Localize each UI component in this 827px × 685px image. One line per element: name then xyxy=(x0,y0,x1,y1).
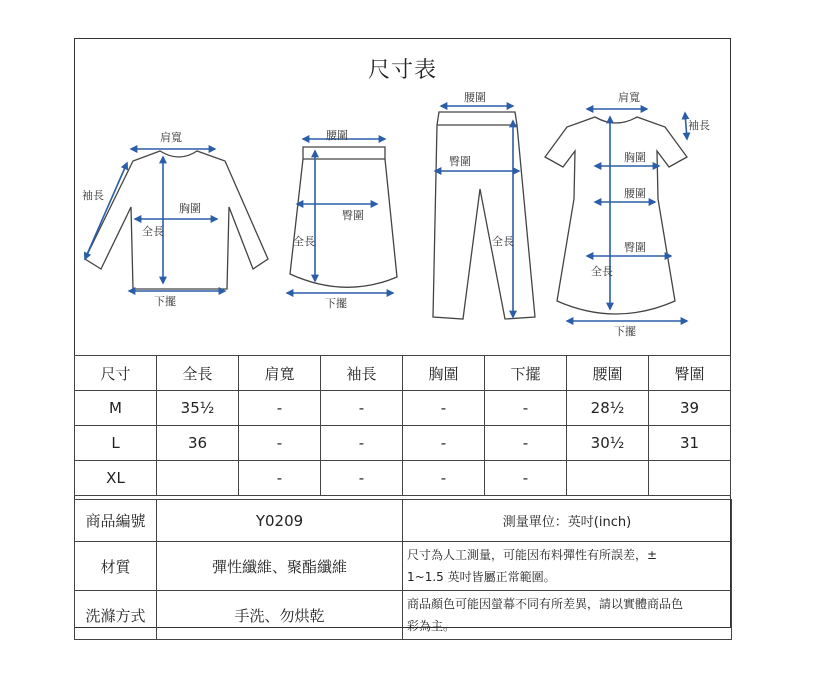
cell: 35½ xyxy=(157,391,239,426)
material-label: 材質 xyxy=(75,542,157,591)
label-hem-top: 下擺 xyxy=(154,295,176,308)
label-length-trousers: 全長 xyxy=(492,235,514,248)
cell: 30½ xyxy=(567,426,649,461)
cell: - xyxy=(321,391,403,426)
label-shoulder-dress: 肩寬 xyxy=(618,91,640,104)
dress-outline xyxy=(545,117,687,314)
cell xyxy=(567,461,649,496)
care-label: 洗滌方式 xyxy=(75,591,157,640)
cell xyxy=(157,461,239,496)
care-value: 手洗、勿烘乾 xyxy=(157,591,403,640)
header-length: 全長 xyxy=(157,356,239,391)
measure-note-line-2: 1~1.5 英吋皆屬正常範圍。 xyxy=(407,570,556,584)
cell: - xyxy=(239,391,321,426)
table-row xyxy=(75,461,731,496)
label-waist-dress: 腰圍 xyxy=(624,187,646,200)
cell: L xyxy=(75,426,157,461)
cell: - xyxy=(321,426,403,461)
cell: - xyxy=(485,461,567,496)
info-table xyxy=(74,499,732,640)
label-hip-trousers: 臀圍 xyxy=(449,155,471,168)
unit-note: 測量單位：英吋(inch) xyxy=(403,500,732,542)
product-code-value: Y0209 xyxy=(157,500,403,542)
cell xyxy=(649,461,731,496)
label-hip-dress: 臀圍 xyxy=(624,241,646,254)
page-title: 尺寸表 xyxy=(367,58,437,83)
label-length-skirt: 全長 xyxy=(293,235,315,248)
cell: 39 xyxy=(649,391,731,426)
cell: - xyxy=(321,461,403,496)
label-length-top: 全長 xyxy=(142,225,164,238)
size-chart-sheet xyxy=(74,38,731,633)
size-table-header xyxy=(75,356,731,391)
table-row xyxy=(75,542,732,591)
cell: XL xyxy=(75,461,157,496)
cell: - xyxy=(403,426,485,461)
header-size: 尺寸 xyxy=(75,356,157,391)
material-value: 彈性纖維、聚酯纖維 xyxy=(157,542,403,591)
header-hem: 下擺 xyxy=(485,356,567,391)
label-sleeve-dress: 袖長 xyxy=(688,119,710,132)
label-chest-top: 胸圍 xyxy=(179,202,201,215)
label-hem-skirt: 下擺 xyxy=(325,297,347,310)
color-note xyxy=(403,591,732,640)
label-chest-dress: 胸圍 xyxy=(624,151,646,164)
color-note-line-1: 商品顏色可能因螢幕不同有所差異，請以實體商品色 xyxy=(407,597,684,611)
cell: - xyxy=(485,391,567,426)
label-waist-trousers: 腰圍 xyxy=(464,91,486,104)
label-waist-skirt: 腰圍 xyxy=(326,129,348,142)
size-table xyxy=(74,355,731,496)
cell: - xyxy=(239,461,321,496)
trousers-outline xyxy=(433,112,535,319)
cell: 28½ xyxy=(567,391,649,426)
table-row xyxy=(75,391,731,426)
header-chest: 胸圍 xyxy=(403,356,485,391)
header-hip: 臀圍 xyxy=(649,356,731,391)
cell: - xyxy=(403,391,485,426)
cell: - xyxy=(485,426,567,461)
top-outline xyxy=(85,151,268,289)
garment-diagram xyxy=(75,39,730,355)
label-hem-dress: 下擺 xyxy=(614,325,636,338)
header-shoulder: 肩寬 xyxy=(239,356,321,391)
measure-note xyxy=(403,542,732,591)
cell: M xyxy=(75,391,157,426)
product-code-label: 商品編號 xyxy=(75,500,157,542)
label-length-dress: 全長 xyxy=(591,265,613,278)
cell: - xyxy=(403,461,485,496)
table-row xyxy=(75,591,732,640)
measure-note-line-1: 尺寸為人工測量，可能因布料彈性有所誤差，± xyxy=(407,548,658,562)
cell: - xyxy=(239,426,321,461)
cell: 31 xyxy=(649,426,731,461)
cell: 36 xyxy=(157,426,239,461)
label-hip-skirt: 臀圍 xyxy=(342,209,364,222)
label-shoulder-top: 肩寬 xyxy=(160,131,182,144)
color-note-line-2: 彩為主。 xyxy=(407,619,456,633)
label-sleeve-top: 袖長 xyxy=(82,189,104,202)
table-row xyxy=(75,426,731,461)
header-waist: 腰圍 xyxy=(567,356,649,391)
table-row xyxy=(75,500,732,542)
header-sleeve: 袖長 xyxy=(321,356,403,391)
